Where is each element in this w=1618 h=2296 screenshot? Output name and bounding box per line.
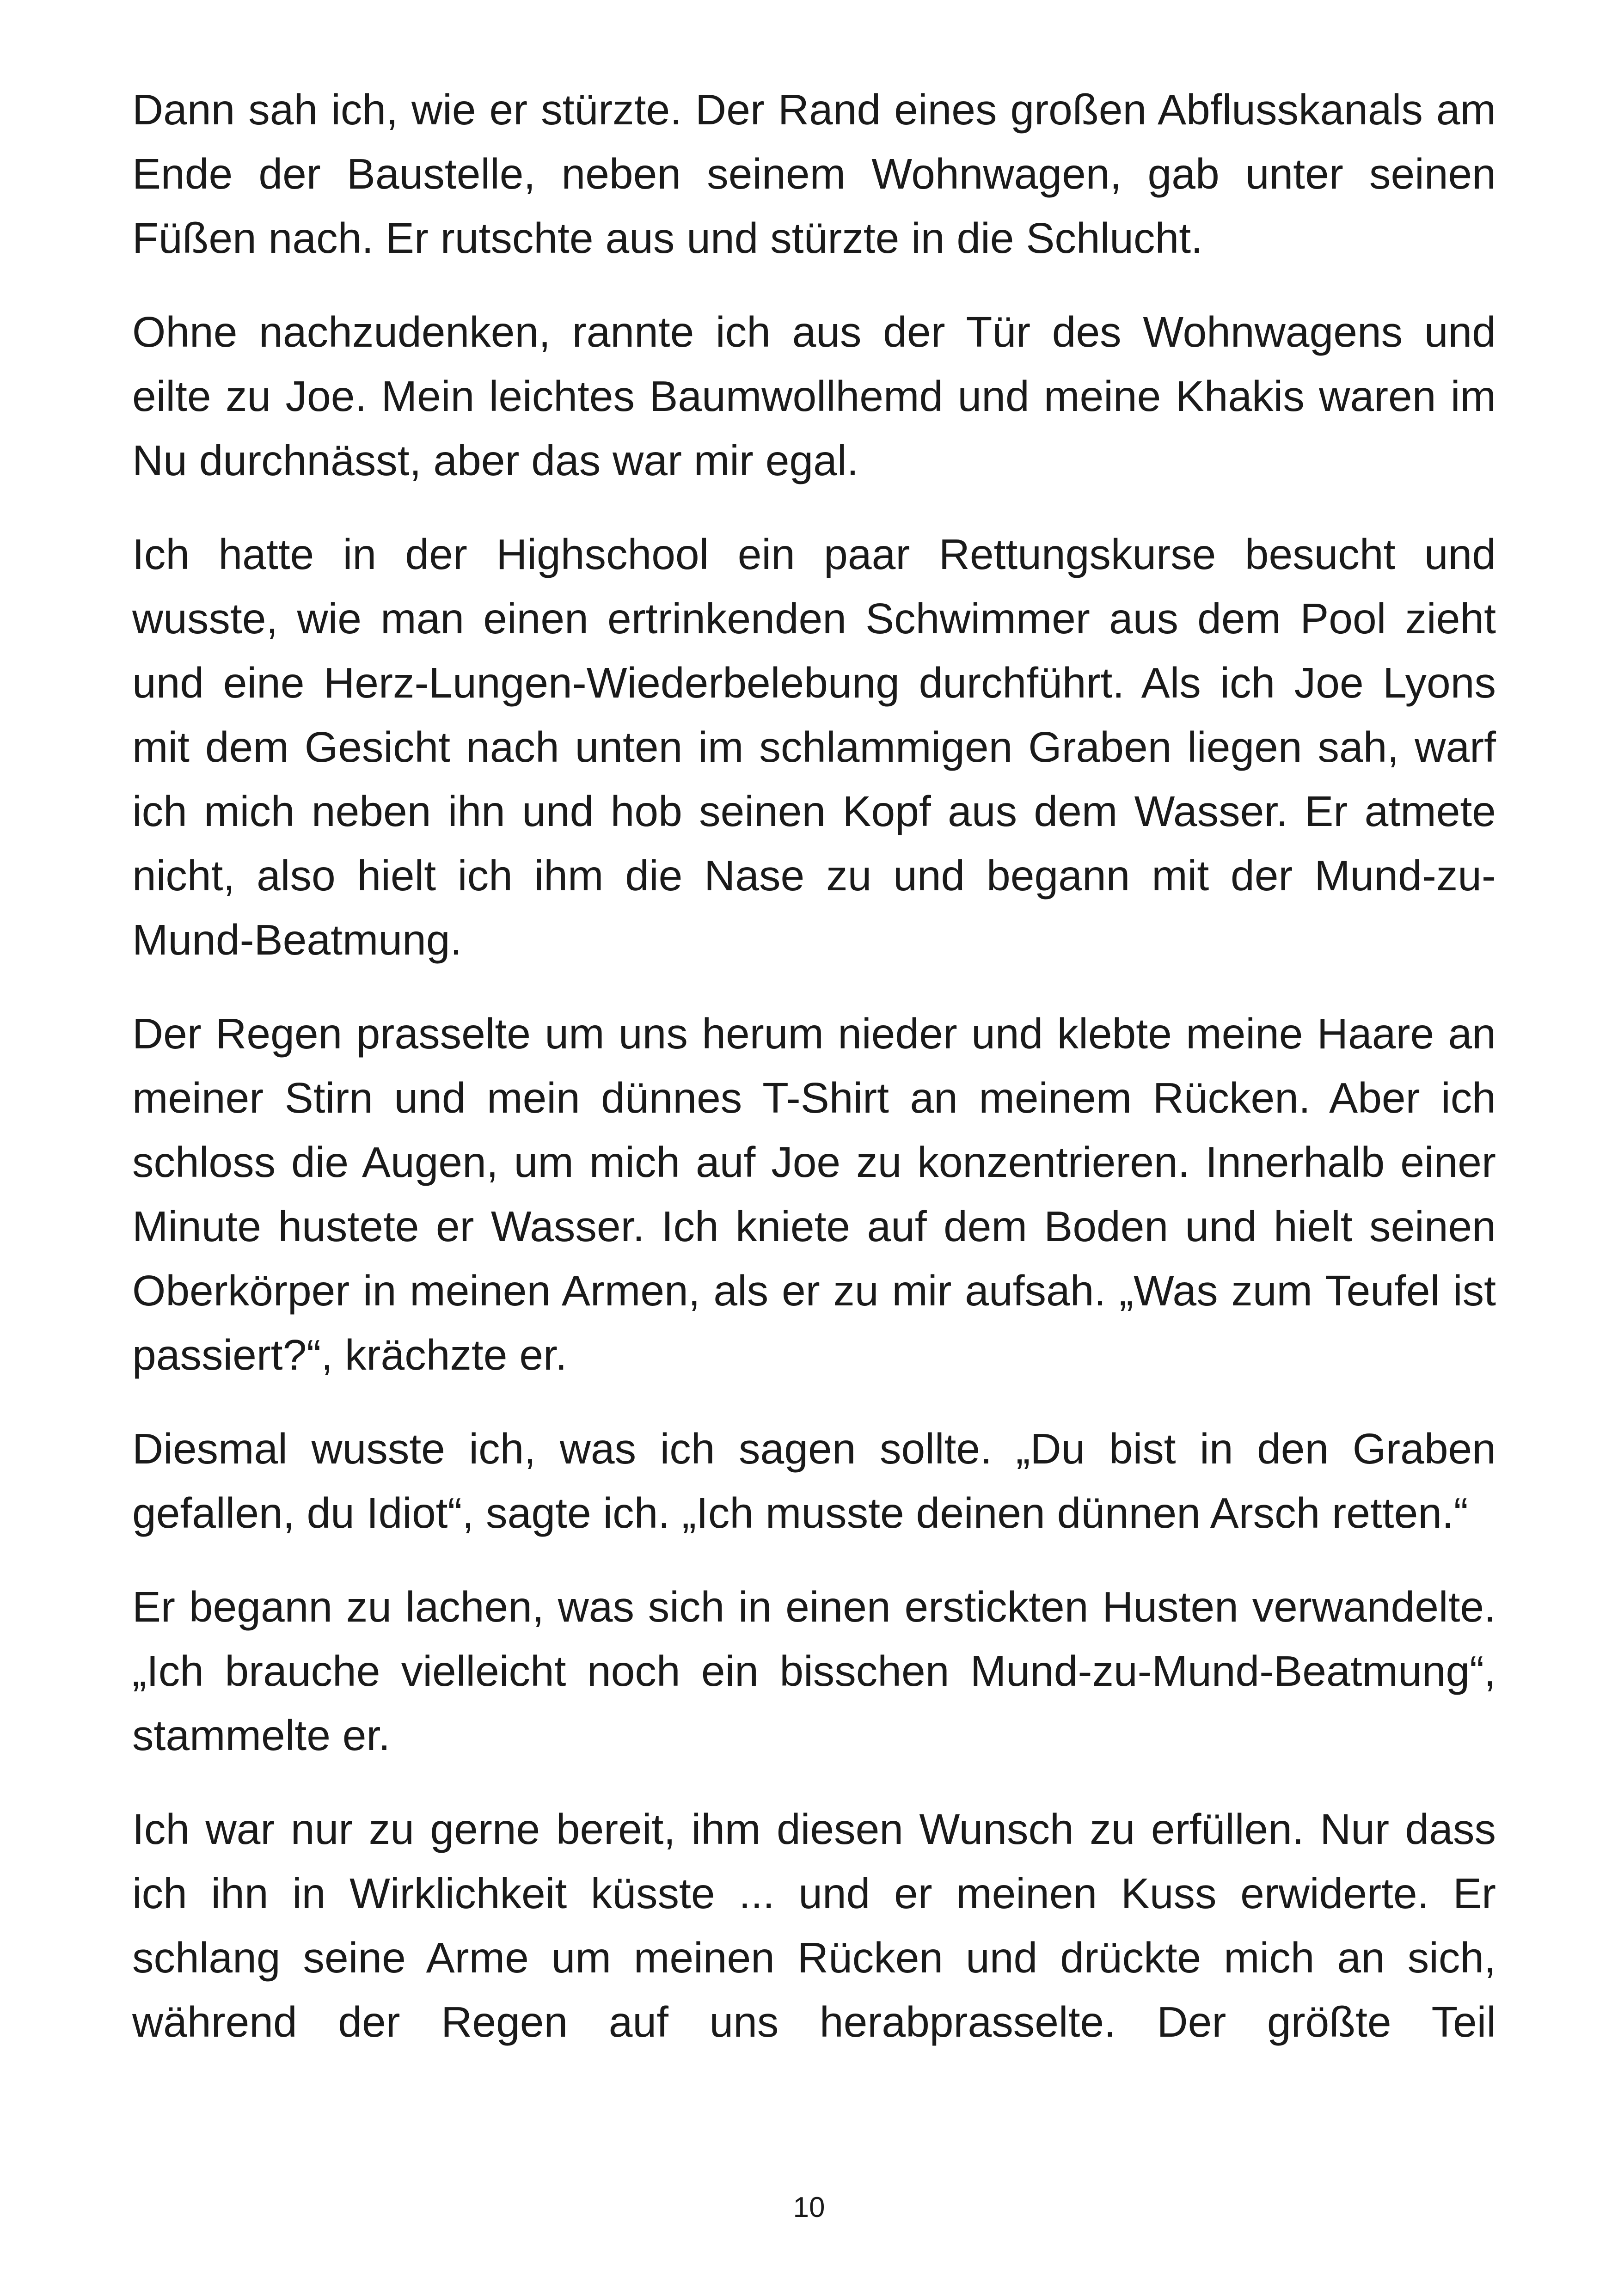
page-number: 10 [793, 2192, 825, 2223]
paragraph-7: Ich war nur zu gerne bereit, ihm diesen Wunsch zu erfüllen. Nur dass ich ihn in Wirklichkeit küsste ... und er meinen Kuss erwiderte. Er schlang seine Arme um meinen Rücken und drückte mich an sich, während der Regen auf uns herabprasselte. Der größte Teil [132, 1805, 1496, 2046]
paragraph-6: Er begann zu lachen, was sich in einen erstickten Husten verwandelte. „Ich brauche vielleicht noch ein bisschen Mund-zu-Mund-Beatmung“, stammelte er. [132, 1583, 1496, 1759]
paragraph-4: Der Regen prasselte um uns herum nieder und klebte meine Haare an meiner Stirn und mein dünnes T-Shirt an meinem Rücken. Aber ich schloss die Augen, um mich auf Joe zu konzentrieren. Innerhalb einer Minute hustete er Wasser. Ich kniete auf dem Boden und hielt seinen Oberkörper in meinen Armen, als er zu mir aufsah. „Was zum Teufel ist passiert?“, krächzte er. [132, 1010, 1496, 1379]
paragraph-2: Ohne nachzudenken, rannte ich aus der Tür des Wohnwagens und eilte zu Joe. Mein leichtes Baumwollhemd und meine Khakis waren im Nu durchnässt, aber das war mir egal. [132, 308, 1496, 484]
paragraph-3: Ich hatte in der Highschool ein paar Rettungskurse besucht und wusste, wie man einen ertrinkenden Schwimmer aus dem Pool zieht und eine Herz-Lungen-Wiederbelebung durchführt. Als ich Joe Lyons mit dem Gesicht nach unten im schlammigen Graben liegen sah, warf ich mich neben ihn und hob seinen Kopf aus dem Wasser. Er atmete nicht, also hielt ich ihm die Nase zu und begann mit der Mund-zu-Mund-Beatmung. [132, 530, 1496, 964]
paragraph-1: Dann sah ich, wie er stürzte. Der Rand eines großen Abflusskanals am Ende der Baustelle, neben seinem Wohnwagen, gab unter seinen Füßen nach. Er rutschte aus und stürzte in die Schlucht. [132, 86, 1496, 262]
paragraph-5: Diesmal wusste ich, was ich sagen sollte. „Du bist in den Graben gefallen, du Idiot“, sagte ich. „Ich musste deinen dünnen Arsch retten.“ [132, 1425, 1496, 1537]
body-text [132, 78, 1496, 2084]
